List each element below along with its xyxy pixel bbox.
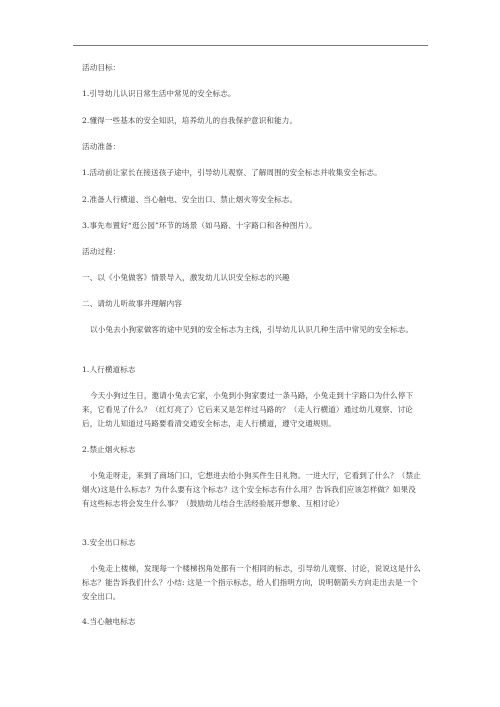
- process-heading: 活动过程：: [82, 247, 121, 256]
- goal-item-1: 1.引导幼儿认识日常生活中常见的安全标志。: [82, 89, 236, 98]
- sign-1-text: 今天小狗过生日，邀请小兔去它家，小兔到小狗家要过一条马路，小兔走到十字路口为什么停下来，它看见了什么？（红灯亮了）它后来又是怎样过马路的？（走人行横道）通过幼儿观察、讨论后，让幼儿知道过马路要看清交通安全标志，走人行横道，遵守交通规则。: [82, 391, 414, 428]
- step-2: 二、请幼儿听故事并理解内容: [82, 299, 183, 308]
- prep-heading: 活动准备：: [82, 142, 121, 151]
- sign-2-title: 2.禁止烟火标志: [82, 445, 136, 454]
- goal-item-2: 2.懂得一些基本的安全知识，培养幼儿的自我保护意识和能力。: [82, 116, 298, 125]
- header-rule: [73, 45, 428, 46]
- sign-3-title: 3.安全出口标志: [82, 538, 136, 547]
- sign-1-title: 1.人行横道标志: [82, 365, 136, 374]
- sign-2-text: 小兔走呀走，来到了商场门口，它想进去给小狗买件生日礼物。一进大厅，它看到了什么？（禁止烟火)这是什么标志？为什么要有这个标志？这个安全标志有什么用？告诉我们应该怎样做？如果没有这些标志将会发生什么事？（鼓励幼儿结合生活经验展开想象、互相讨论）: [82, 471, 421, 508]
- sign-3-text: 小兔走上楼梯，发现每一个楼梯拐角处都有一个相同的标志，引导幼儿观察、讨论，说说这是什么标志？能告诉我们什么？小结: 这是一个指示标志，给人们指明方向，说明朝箭头方向走出去是一个安全出口。: [82, 564, 421, 601]
- sign-4-title: 4.当心触电标志: [82, 617, 136, 626]
- prep-item-3: 3.事先布置好“逛公园”环节的场景（如马路、十字路口和各种图片）。: [82, 221, 317, 230]
- prep-item-1: 1.活动前让家长在接送孩子途中，引导幼儿观察、了解周围的安全标志并收集安全标志。: [82, 168, 382, 177]
- goal-heading: 活动目标：: [82, 63, 121, 72]
- step-1: 一、以《小兔做客》情景导入，激发幼儿认识安全标志的兴趣: [82, 273, 290, 282]
- prep-item-2: 2.准备人行横道、当心触电、安全出口、禁止烟火等安全标志。: [82, 195, 298, 204]
- intro-paragraph: 以小兔去小狗家做客的途中见到的安全标志为主线，引导幼儿认识几种生活中常见的安全标志。: [90, 325, 414, 334]
